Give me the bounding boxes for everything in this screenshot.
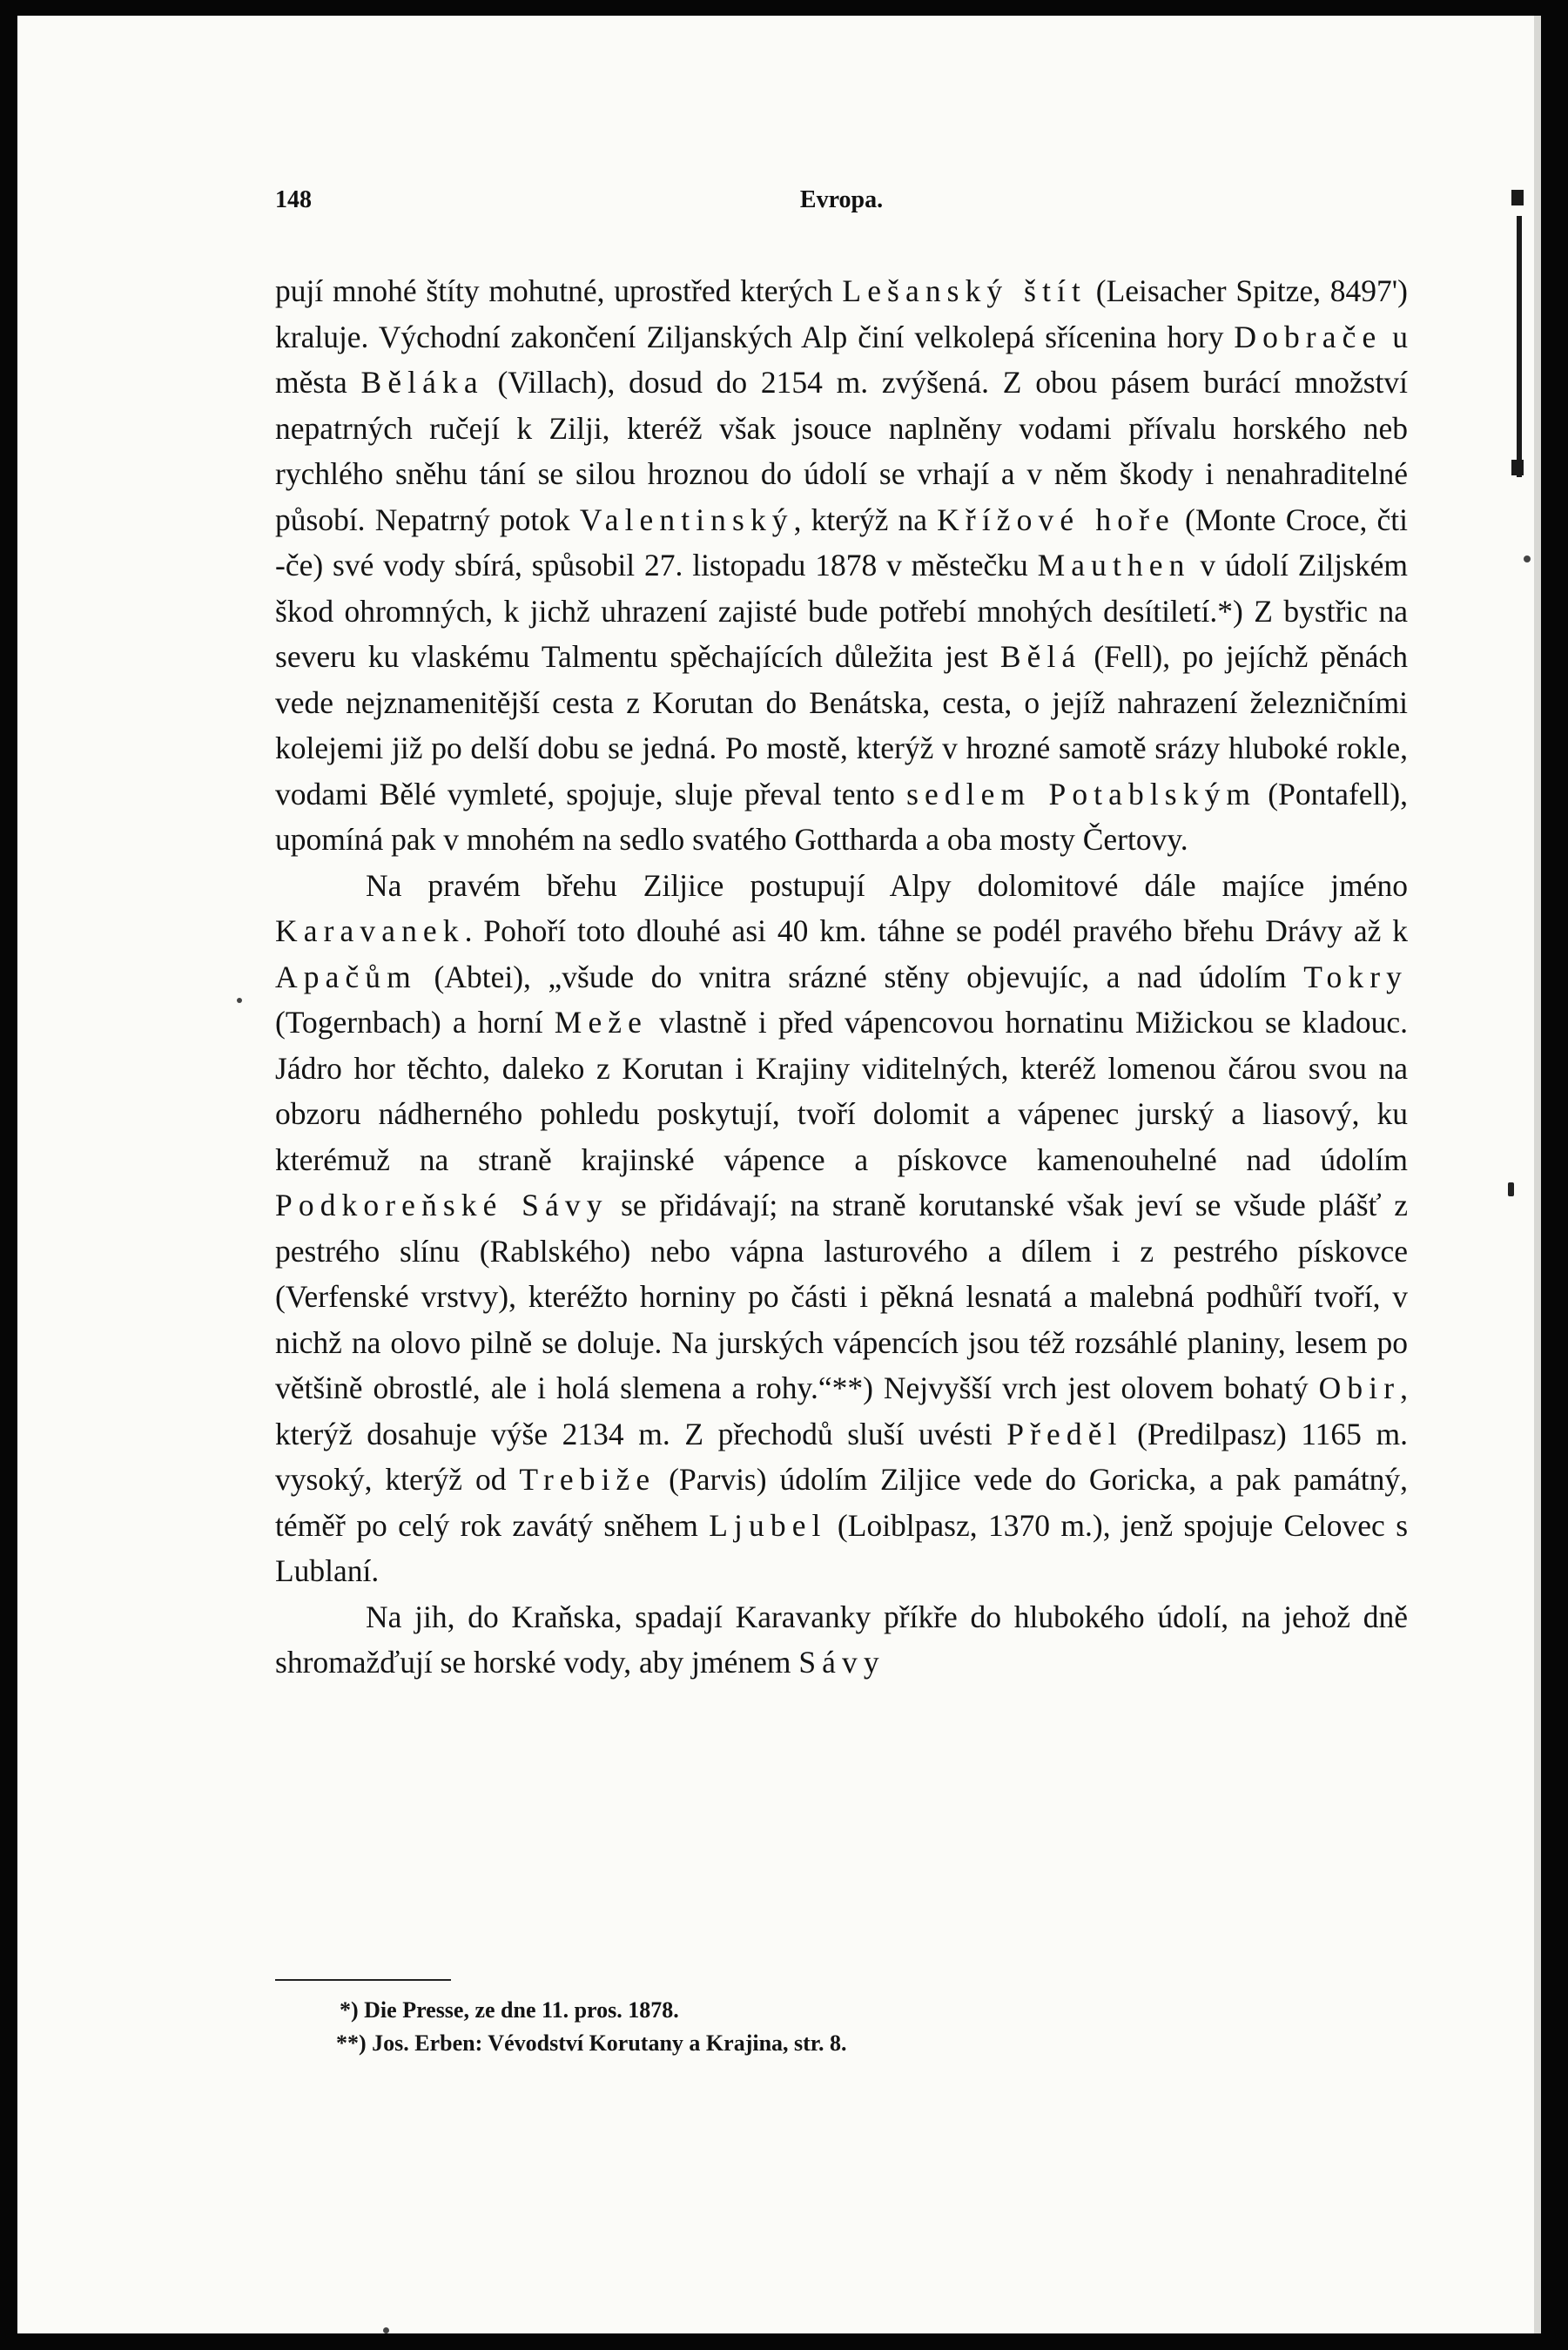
text-run: (Villach), dosud do 2154 m. zvýšená. Z obou pásem burácí množství nepatrných ručejí k Zilji, kteréž však jsouce naplněny vodami přívalu horského neb rychlého sněhu tání se silou hroznou do údolí se vrhají a v něm škody i nenahraditelné působí. Nepatrný potok — [275, 365, 1408, 537]
text-run: (Predilpasz) 1165 m. vysoký, kterýž od — [275, 1416, 1408, 1497]
speck — [1524, 556, 1531, 562]
text-run: se přidávají; na straně korutanské však jeví se všude plášť z pestrého slínu (Rablského) nebo vápna lasturového a dílem i z pestrého pískovce (Verfenské vrstvy), kteréžto horniny po části i pěkná lesnatá a malebná podhůří tvoří, v nichž na olovo pilně se doluje. Na jurských vápencích jsou též rozsáhlé planiny, lesem po většině obrostlé, ale i holá slemena a rohy.“**) Nejvyšší vrch jest olovem bohatý — [275, 1188, 1408, 1405]
spaced-term: Obir — [1318, 1370, 1401, 1405]
paragraph — [275, 863, 1408, 1594]
spaced-term: Křížové hoře — [937, 502, 1175, 537]
spaced-term: Tokry — [1303, 959, 1408, 994]
spaced-term: Předěl — [1006, 1416, 1123, 1451]
text-run: vlastně i před vápencovou hornatinu Mižickou se kladouc. Jádro hor těchto, daleko z Korutan i Krajiny viditelných, kteréž lomenou čárou svou na obzoru nádherného pohledu poskytují, tvoří dolomit a vápenec jurský a liasový, ku kterémuž na straně krajinské vápence a pískovce kamenouhelné nad údolím — [275, 1005, 1409, 1177]
spaced-term: sedlem Potablským — [906, 776, 1257, 811]
text-run: v údolí Ziljském škod ohromných, k jichž uhrazení zajisté bude potřebí mnohých desítiletí.*) Z bystřic na severu ku vlaskému Talmentu spěchajících důležita jest — [275, 548, 1408, 674]
text-run: (Pontafell), upomíná pak v mnohém na sedlo svatého Gottharda a oba mosty Čertovy. — [275, 776, 1408, 857]
footnotes — [336, 1994, 1384, 2060]
page-header — [275, 186, 1408, 221]
text-run: (Abtei), „všude do vnitra srázné stěny objevujíc, a nad údolím — [416, 959, 1304, 994]
binding-tick-bottom — [1511, 460, 1524, 475]
text-run: Na jih, do Kraňska, spadají Karavanky příkře do hlubokého údolí, na jehož dně shromažďují se horské vody, aby jménem — [275, 1599, 1408, 1680]
speck — [383, 2327, 389, 2333]
paragraph — [275, 268, 1408, 863]
body-text — [275, 268, 1408, 1686]
spaced-term: Běláka — [360, 365, 484, 400]
text-run: , kterýž na — [793, 502, 938, 537]
text-run: u města — [275, 319, 1408, 400]
footnote: **) Jos. Erben: Vévodství Korutany a Krajina, str. 8. — [336, 2030, 847, 2056]
text-run: , kterýž dosahuje výše 2134 m. Z přechodů sluší uvésti — [275, 1370, 1408, 1451]
text-run: . Pohoří toto dlouhé asi 40 km. táhne se podél pravého břehu Drávy až k — [464, 913, 1408, 948]
paragraph — [275, 1594, 1408, 1686]
spaced-term: Bělá — [999, 639, 1082, 674]
spaced-term: Valentinský — [579, 502, 794, 537]
spaced-term: Lešanský štít — [842, 273, 1087, 308]
footnote-rule — [275, 1979, 451, 1981]
spaced-term: Trebiže — [519, 1462, 656, 1497]
text-run: (Leisacher Spitze, 8497') kraluje. Východní zakončení Ziljanských Alp činí velkolepá sřícenina hory — [275, 273, 1408, 354]
running-head: Evropa. — [799, 186, 884, 213]
spaced-term: Apačům — [275, 959, 417, 994]
page-number: 148 — [275, 186, 312, 213]
binding-tick-top — [1511, 190, 1524, 205]
text-run: (Loiblpasz, 1370 m.), jenž spojuje Celovec s Lublaní. — [275, 1507, 1409, 1588]
spaced-term: Meže — [554, 1005, 649, 1040]
binding-mark — [1517, 216, 1522, 477]
spaced-term: Karavanek — [275, 913, 465, 948]
spaced-term: Podkoreňské Sávy — [275, 1188, 609, 1222]
footnote: *) Die Presse, ze dne 11. pros. 1878. — [340, 1997, 679, 2023]
text-run: (Togernbach) a horní — [275, 1005, 555, 1040]
text-run: (Parvis) údolím Ziljice vede do Goricka, a pak památný, téměř po celý rok zavátý sněhem — [275, 1462, 1409, 1543]
text-run: (Monte Croce, čti -če) své vody sbírá, spůsobil 27. listopadu 1878 v městečku — [275, 502, 1408, 582]
spaced-term: Dobrače — [1234, 319, 1383, 354]
spaced-term: Ljubel — [709, 1507, 827, 1543]
text-run: pují mnohé štíty mohutné, uprostřed kterých — [275, 273, 843, 308]
page-sheet — [17, 16, 1541, 2333]
page-edge-shadow — [1534, 16, 1541, 2333]
text-run: (Fell), po jejíchž pěnách vede nejznamenitější cesta z Korutan do Benátska, cesta, o jejíž nahrazení železničními kolejemi již po delší dobu se jedná. Po mostě, kterýž v hrozné samotě srázy hluboké rokle, vodami Bělé vymleté, spojuje, sluje převal tento — [275, 639, 1408, 811]
speck — [1508, 1182, 1514, 1196]
speck — [237, 998, 242, 1003]
text-run: Na pravém břehu Ziljice postupují Alpy dolomitové dále majíce jméno — [366, 867, 1408, 903]
spaced-term: Sávy — [798, 1645, 885, 1680]
spaced-term: Mauthen — [1037, 548, 1191, 582]
